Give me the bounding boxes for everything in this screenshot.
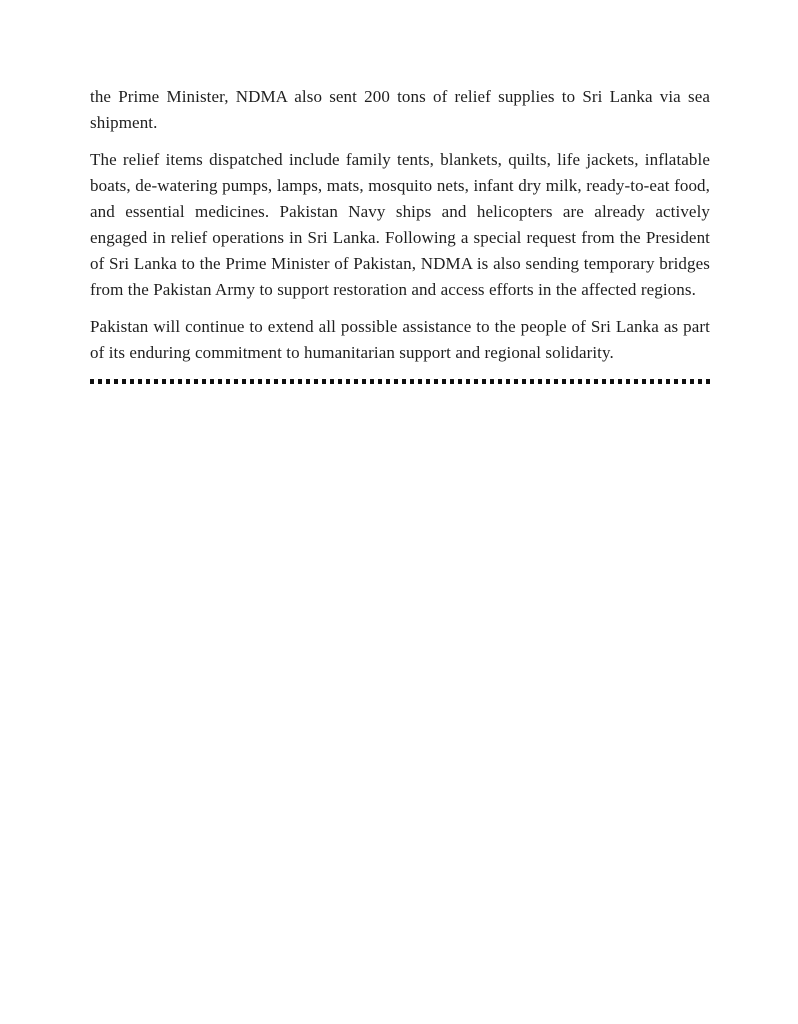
paragraph-sea-shipment: the Prime Minister, NDMA also sent 200 tons of relief supplies to Sri Lanka via sea shipment. <box>90 87 710 132</box>
page-content <box>90 84 710 384</box>
paragraph-closing-commitment: Pakistan will continue to extend all possible assistance to the people of Sri Lanka as part of its enduring commitment to humanitarian support and regional solidarity. <box>90 317 710 362</box>
paragraph-relief-items: The relief items dispatched include family tents, blankets, quilts, life jackets, inflatable boats, de-watering pumps, lamps, mats, mosquito nets, infant dry milk, ready-to-eat food, and essential medicines. Pakistan Navy ships and helicopters are already actively engaged in relief operations in Sri Lanka. Following a special request from the President of Sri Lanka to the Prime Minister of Pakistan, NDMA is also sending temporary bridges from the Pakistan Army to support restoration and access efforts in the affected regions. <box>90 150 710 299</box>
dotted-separator <box>90 379 710 384</box>
